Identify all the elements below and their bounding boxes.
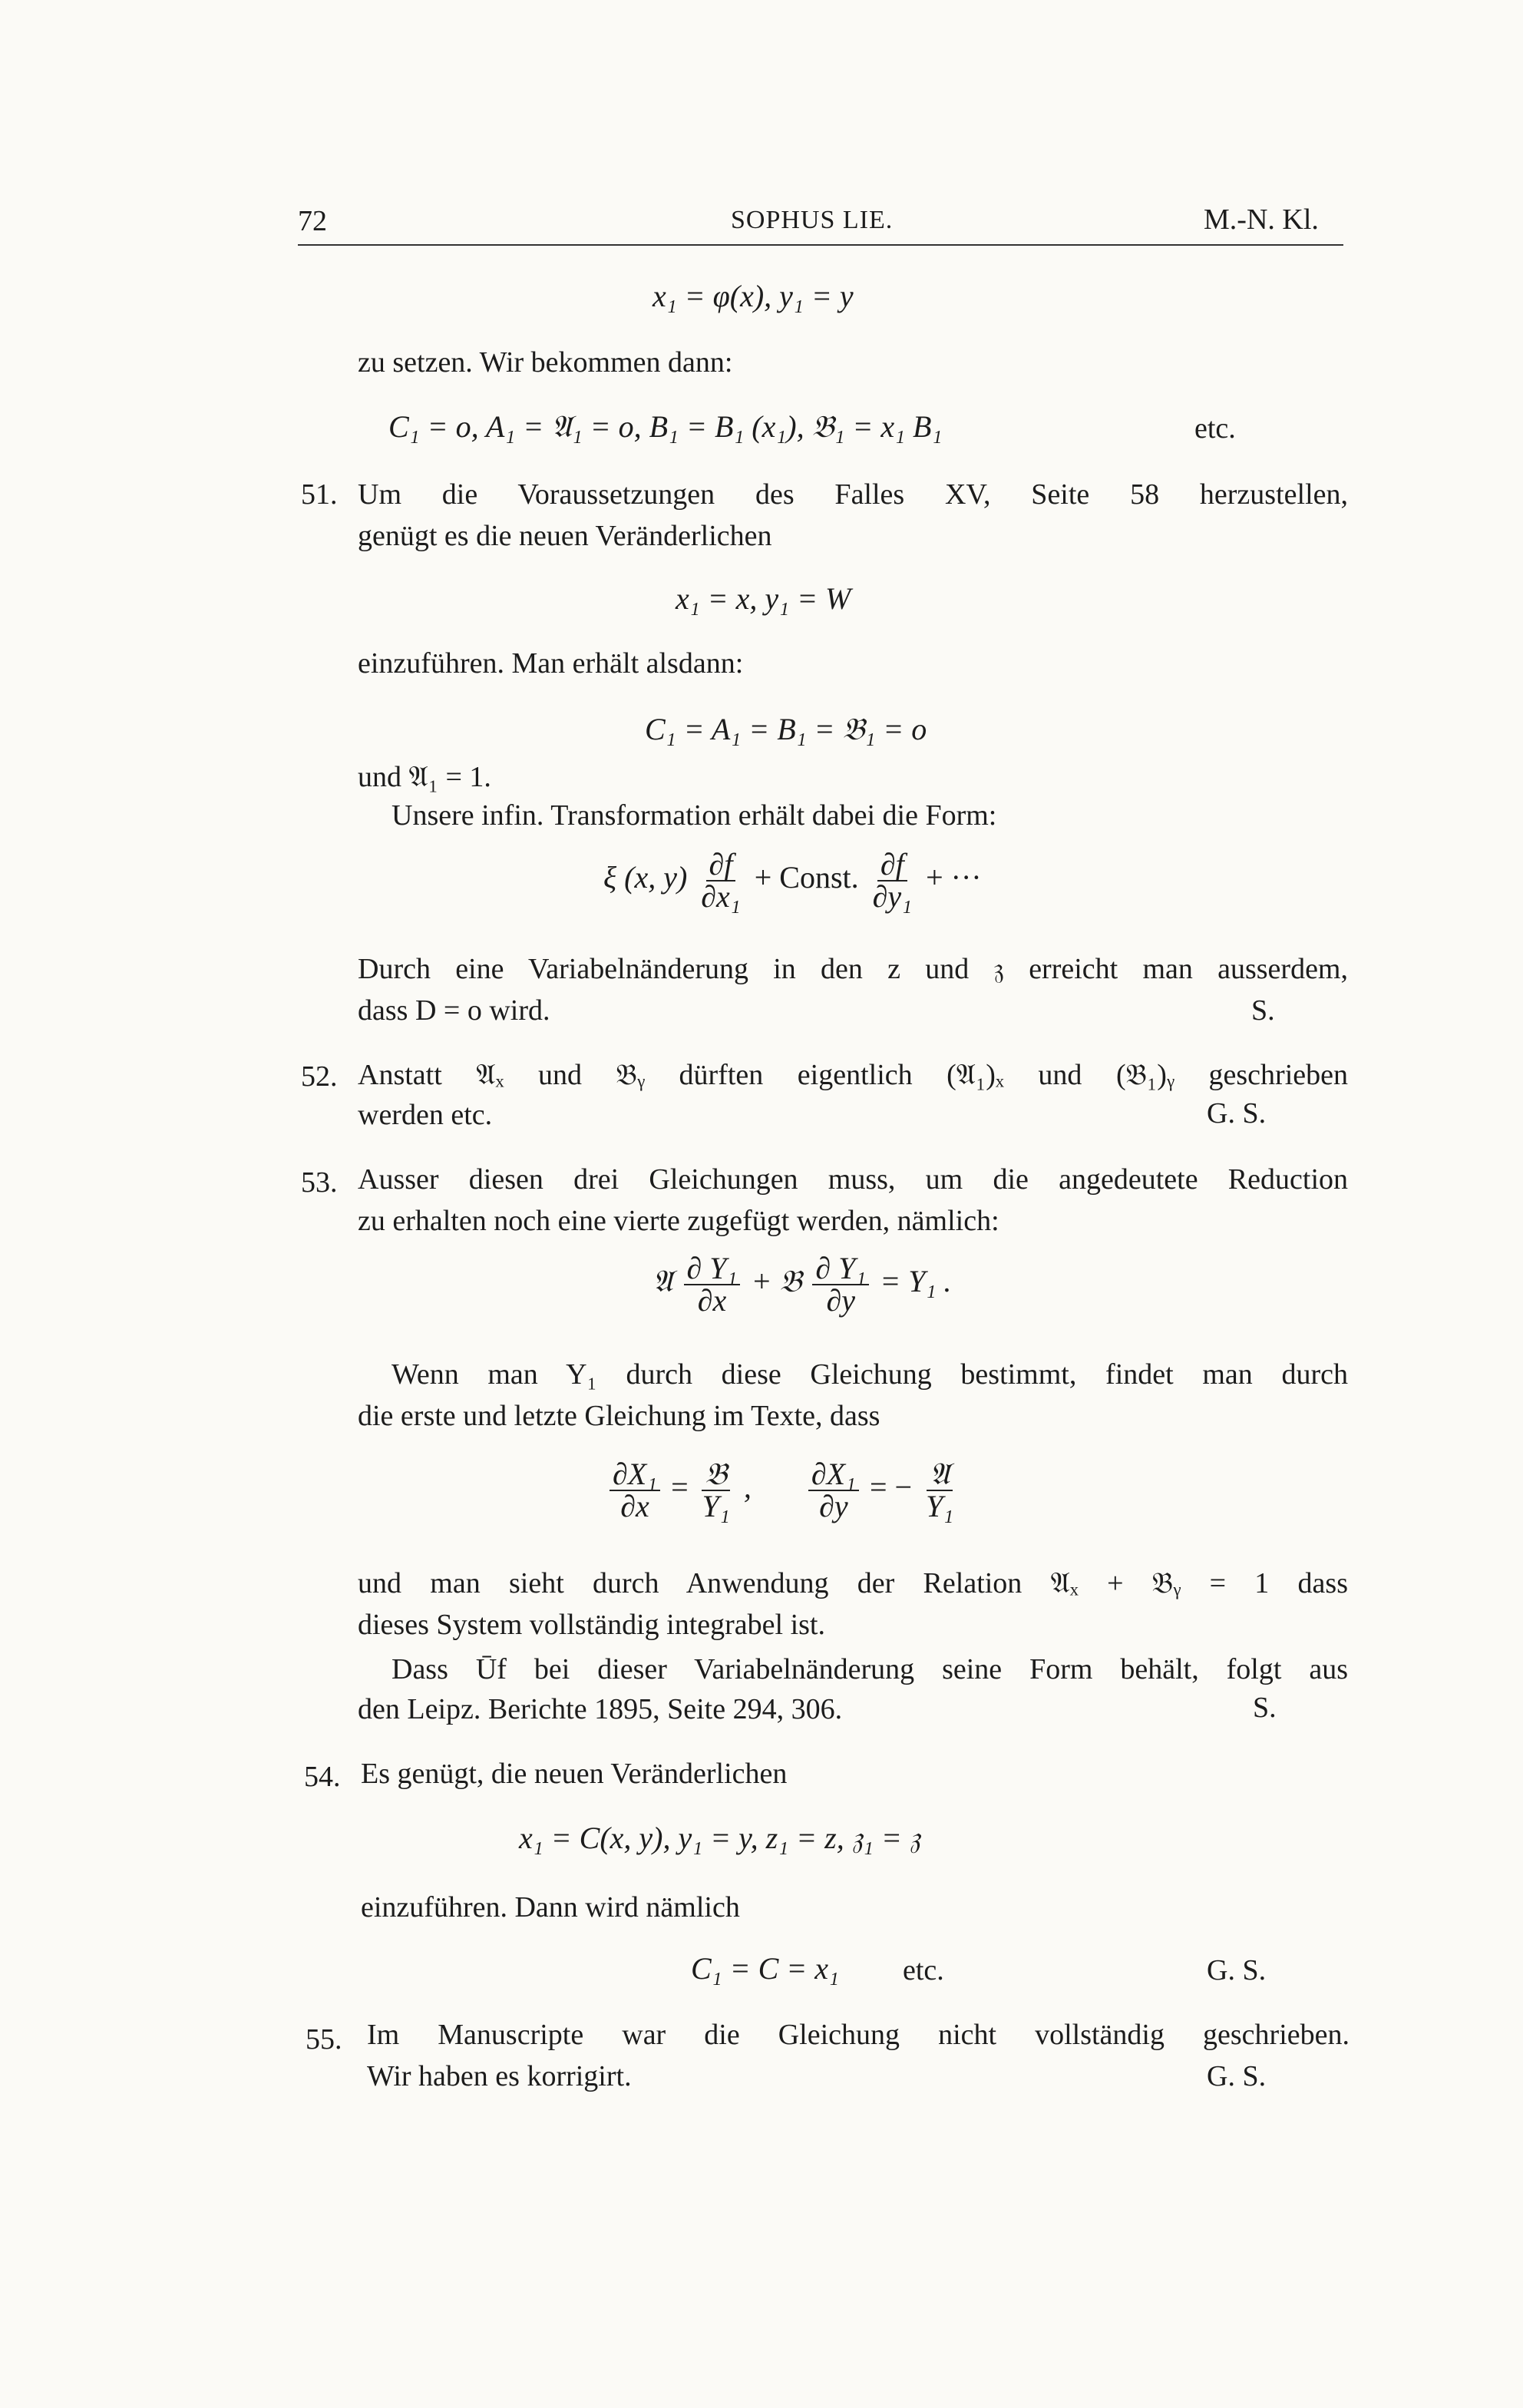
note-number-53: 53. <box>301 1166 338 1199</box>
f5-frac2-den: ∂y₁ <box>872 879 913 914</box>
note-53-line-2: zu erhalten noch eine vierte zugefügt werden, nämlich: <box>358 1205 999 1237</box>
paragraph-zu-setzen: zu setzen. Wir bekommen dann: <box>358 346 733 379</box>
note-51-line-4: und 𝔄₁ = 1. <box>358 761 491 793</box>
note-53-line-8: den Leipz. Berichte 1895, Seite 294, 306. <box>358 1693 843 1725</box>
f7-eq-1: = <box>671 1470 689 1505</box>
f7-frac3-num: ∂X₁ <box>808 1459 859 1491</box>
f7-frac4-num: 𝔄 <box>927 1459 953 1491</box>
f7-frac1-den: ∂x <box>620 1489 649 1523</box>
f5-frac2-num: ∂f <box>877 849 907 882</box>
f5-lhs: ξ (x, y) <box>603 860 688 895</box>
f7-frac2-num: 𝔅 <box>702 1459 730 1491</box>
f6-end: = Y₁ . <box>880 1264 952 1299</box>
f6-frac2-num: ∂ Y₁ <box>812 1253 869 1285</box>
f6-frac1-num: ∂ Y₁ <box>684 1253 741 1285</box>
note-number-55: 55. <box>306 2023 342 2056</box>
f6-mid: + 𝔅 <box>751 1264 802 1299</box>
formula-x1-c: x₁ = C(x, y), y₁ = y, z₁ = z, 𝔷₁ = 𝔷 <box>519 1821 921 1855</box>
formula-fourth-equation <box>652 1253 951 1316</box>
note-51-line-5: Unsere infin. Transformation erhält dabei die Form: <box>391 799 997 832</box>
note-55-line-1-text: Im Manuscripte war die Gleichung nicht vollständig geschrieben. <box>367 2019 1350 2051</box>
note-number-51: 51. <box>301 478 338 511</box>
f5-frac1-den: ∂x₁ <box>701 879 741 914</box>
f7-frac1-num: ∂X₁ <box>610 1459 660 1491</box>
note-53-signature: S. <box>1253 1692 1277 1724</box>
note-53-line-7 <box>391 1652 1348 1686</box>
note-51-line-1-text: Um die Voraussetzungen des Falles XV, Seite 58 herzustellen, <box>358 478 1348 511</box>
running-head-author: SOPHUS LIE. <box>731 206 894 234</box>
note-52-line-1 <box>358 1058 1348 1092</box>
f7-fraction-2 <box>699 1459 733 1522</box>
formula-infin-transformation <box>603 849 982 912</box>
note-51-line-6 <box>358 952 1348 986</box>
note-55-line-2: Wir haben es korrigirt. <box>367 2060 632 2092</box>
f5-end: + ··· <box>926 860 982 895</box>
f6-fraction-1 <box>684 1253 741 1316</box>
f5-fraction-1 <box>698 849 743 912</box>
note-54-line-1: Es genügt, die neuen Veränderlichen <box>361 1758 788 1790</box>
f7-frac4-den: Y₁ <box>926 1489 954 1523</box>
f7-frac2-den: Y₁ <box>702 1489 730 1523</box>
note-53-line-6: dieses System vollständig integrabel ist. <box>358 1609 825 1641</box>
formula-x1-w: x₁ = x, y₁ = W <box>676 581 851 616</box>
f7-fraction-3 <box>808 1459 859 1522</box>
f6-lhs: 𝔄 <box>652 1264 673 1299</box>
f5-fraction-2 <box>870 849 915 912</box>
note-55-line-1 <box>367 2018 1350 2052</box>
note-53-line-3-text: Wenn man Y₁ durch diese Gleichung bestimmt, findet man durch <box>391 1358 1348 1391</box>
f7-frac3-den: ∂y <box>819 1489 848 1523</box>
f7-eq-2: = − <box>869 1470 913 1505</box>
note-51-line-1 <box>358 478 1348 511</box>
running-head-section: M.-N. Kl. <box>1204 203 1319 236</box>
note-51-line-7: dass D = o wird. <box>358 994 550 1027</box>
note-51-line-6-text: Durch eine Variabelnänderung in den z und 𝔷 erreicht man ausserdem, <box>358 953 1348 985</box>
page-number: 72 <box>298 205 327 237</box>
f6-fraction-2 <box>812 1253 869 1316</box>
formula-x1-phi: x₁ = φ(x), y₁ = y <box>652 279 854 313</box>
note-53-line-4: die erste und letzte Gleichung im Texte, dass <box>358 1400 880 1432</box>
note-51-line-3: einzuführen. Man erhält alsdann: <box>358 647 744 680</box>
formula-c1-a1-b1: C₁ = o, A₁ = 𝔄₁ = o, B₁ = B₁ (x₁), 𝔅₁ = x₁ B₁ <box>388 409 943 444</box>
f7-comma: , <box>743 1470 752 1505</box>
note-number-54: 54. <box>304 1761 341 1793</box>
f5-frac1-num: ∂f <box>706 849 736 882</box>
note-55-signature: G. S. <box>1207 2060 1267 2092</box>
note-52-line-1-text: Anstatt 𝔄ₓ und 𝔅ᵧ dürften eigentlich (𝔄₁)ₓ und (𝔅₁)ᵧ geschrieben <box>358 1059 1348 1091</box>
f6-frac2-den: ∂y <box>826 1283 856 1318</box>
header-rule <box>298 244 1343 246</box>
formula-c1-equals-c: C₁ = C = x₁ <box>691 1951 839 1986</box>
f7-fraction-4 <box>923 1459 956 1522</box>
note-52-line-2: werden etc. <box>358 1099 493 1131</box>
note-53-line-1-text: Ausser diesen drei Gleichungen muss, um die angedeutete Reduction <box>358 1163 1348 1196</box>
formula-etc-2: etc. <box>903 1954 944 1986</box>
note-54-signature: G. S. <box>1207 1954 1267 1986</box>
note-51-signature: S. <box>1251 994 1275 1027</box>
note-54-line-2: einzuführen. Dann wird nämlich <box>361 1891 740 1923</box>
note-53-line-3 <box>391 1358 1348 1391</box>
note-53-line-5 <box>358 1566 1348 1600</box>
formula-partial-x1 <box>606 1459 960 1522</box>
note-53-line-5-text: und man sieht durch Anwendung der Relation 𝔄ₓ + 𝔅ᵧ = 1 dass <box>358 1567 1348 1599</box>
note-53-line-7-text: Dass Ūf bei dieser Variabelnänderung seine Form behält, folgt aus <box>391 1653 1348 1685</box>
formula-etc: etc. <box>1194 412 1236 445</box>
note-number-52: 52. <box>301 1060 338 1093</box>
f7-fraction-1 <box>610 1459 660 1522</box>
f6-frac1-den: ∂x <box>697 1283 727 1318</box>
f5-mid: + Const. <box>754 860 859 895</box>
note-52-signature: G. S. <box>1207 1097 1267 1130</box>
formula-c1-zero: C₁ = A₁ = B₁ = 𝔅₁ = o <box>645 712 927 746</box>
note-53-line-1 <box>358 1163 1348 1196</box>
note-51-line-2: genügt es die neuen Veränderlichen <box>358 520 772 552</box>
